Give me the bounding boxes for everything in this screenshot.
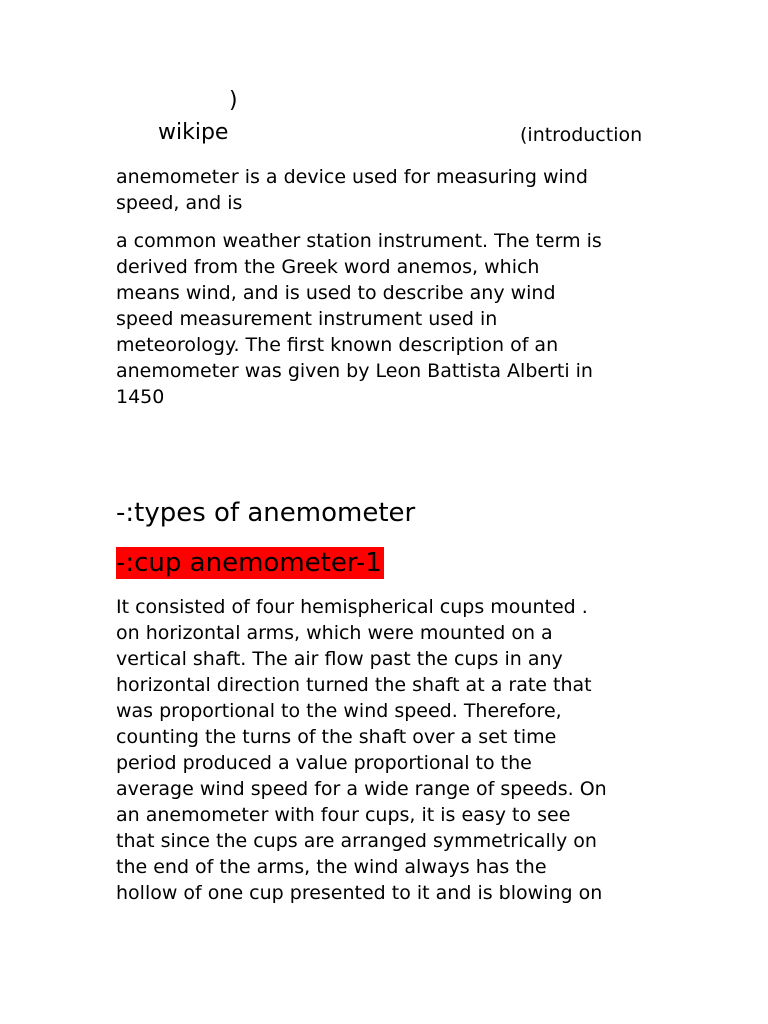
paragraph-line: a common weather station instrument. The term is xyxy=(116,230,602,252)
paragraph-line: anemometer was given by Leon Battista Alberti in xyxy=(116,360,593,382)
header-wikipe: wikipe xyxy=(158,120,229,145)
paragraph-line: speed measurement instrument used in xyxy=(116,308,498,330)
paragraph-line: that since the cups are arranged symmetrically on xyxy=(116,830,597,852)
paragraph-line: hollow of one cup presented to it and is blowing on xyxy=(116,882,603,904)
paragraph-line: means wind, and is used to describe any wind xyxy=(116,282,556,304)
header-introduction: (introduction xyxy=(520,124,643,146)
paragraph-line: derived from the Greek word anemos, which xyxy=(116,256,540,278)
intro-paragraph xyxy=(116,164,676,216)
paragraph-line: counting the turns of the shaft over a set time xyxy=(116,726,557,748)
paragraph-line: an anemometer with four cups, it is easy to see xyxy=(116,804,571,826)
paragraph-line: meteorology. The first known description of an xyxy=(116,334,559,356)
types-heading: -:types of anemometer xyxy=(116,498,416,528)
paragraph-line: the end of the arms, the wind always has the xyxy=(116,856,547,878)
paragraph-line: anemometer is a device used for measuring wind xyxy=(116,166,588,188)
paragraph-line: horizontal direction turned the shaft at a rate that xyxy=(116,674,592,696)
paragraph-line: vertical shaft. The air flow past the cups in any xyxy=(116,648,563,670)
paragraph-line: was proportional to the wind speed. Therefore, xyxy=(116,700,562,722)
paragraph-line: average wind speed for a wide range of speeds. On xyxy=(116,778,607,800)
paragraph-line: period produced a value proportional to the xyxy=(116,752,532,774)
paragraph-line: on horizontal arms, which were mounted on a xyxy=(116,622,553,644)
header-paren: ) xyxy=(229,88,238,113)
paragraph-line: It consisted of four hemispherical cups mounted . xyxy=(116,596,588,618)
cup-anemometer-paragraph xyxy=(116,594,676,906)
paragraph-line: speed, and is xyxy=(116,192,243,214)
paragraph-line: 1450 xyxy=(116,386,165,408)
description-paragraph xyxy=(116,228,676,410)
cup-anemometer-heading: -:cup anemometer-1 xyxy=(116,548,382,578)
